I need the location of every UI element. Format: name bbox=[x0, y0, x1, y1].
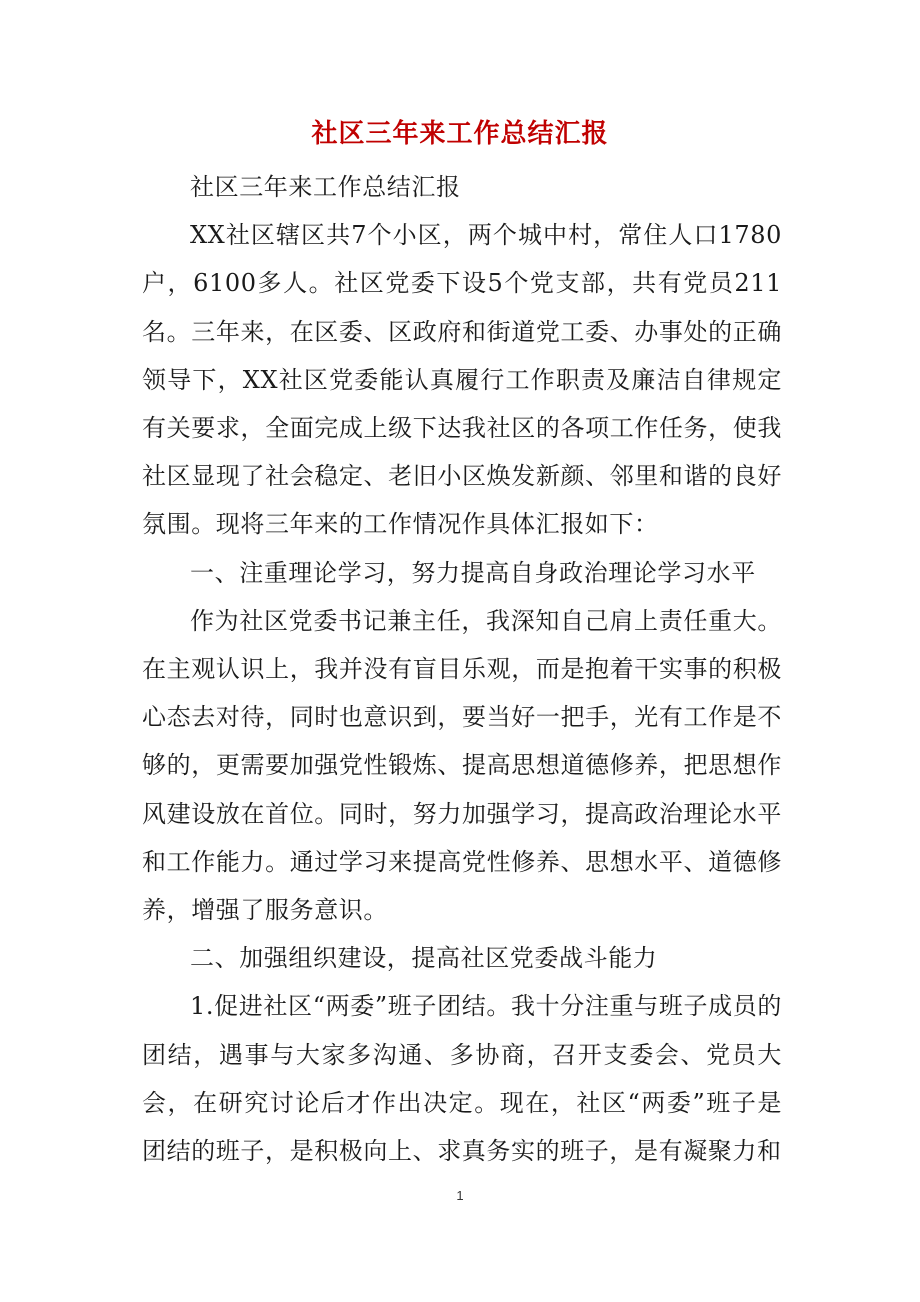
document-body bbox=[142, 163, 782, 1175]
paragraph-section-2-item-1: 1.促进社区“两委”班子团结。我十分注重与班子成员的团结，遇事与大家多沟通、多协商，召开支委会、党员大会，在研究讨论后才作出决定。现在，社区“两委”班子是团结的班子，是积极向上、求真务实的班子，是有凝聚力和 bbox=[142, 992, 782, 1166]
paragraph-section-1: 作为社区党委书记兼主任，我深知自己肩上责任重大。在主观认识上，我并没有盲目乐观，而是抱着干实事的积极心态去对待，同时也意识到，要当好一把手，光有工作是不够的，更需要加强党性锻炼、提高思想道德修养，把思想作风建设放在首位。同时，努力加强学习，提高政治理论水平和工作能力。通过学习来提高党性修养、思想水平、道德修养，增强了服务意识。 bbox=[142, 606, 782, 925]
document-title: 社区三年来工作总结汇报 bbox=[311, 119, 609, 149]
section-heading-2: 二、加强组织建设，提高社区党委战斗能力 bbox=[190, 944, 658, 973]
paragraph-intro: XX社区辖区共7个小区，两个城中村，常住人口1780户，6100多人。社区党委下设5个党支部，共有党员211名。三年来，在区委、区政府和街道党工委、办事处的正确领导下，XX社区党委能认真履行工作职责及廉洁自律规定有关要求，全面完成上级下达我社区的各项工作任务，使我社区显现了社会稳定、老旧小区焕发新颜、邻里和谐的良好氛围。现将三年来的工作情况作具体汇报如下： bbox=[142, 221, 782, 539]
section-heading-1: 一、注重理论学习，努力提高自身政治理论学习水平 bbox=[190, 558, 756, 587]
page-number: 1 bbox=[456, 1188, 464, 1203]
paragraph-subtitle: 社区三年来工作总结汇报 bbox=[190, 173, 461, 201]
